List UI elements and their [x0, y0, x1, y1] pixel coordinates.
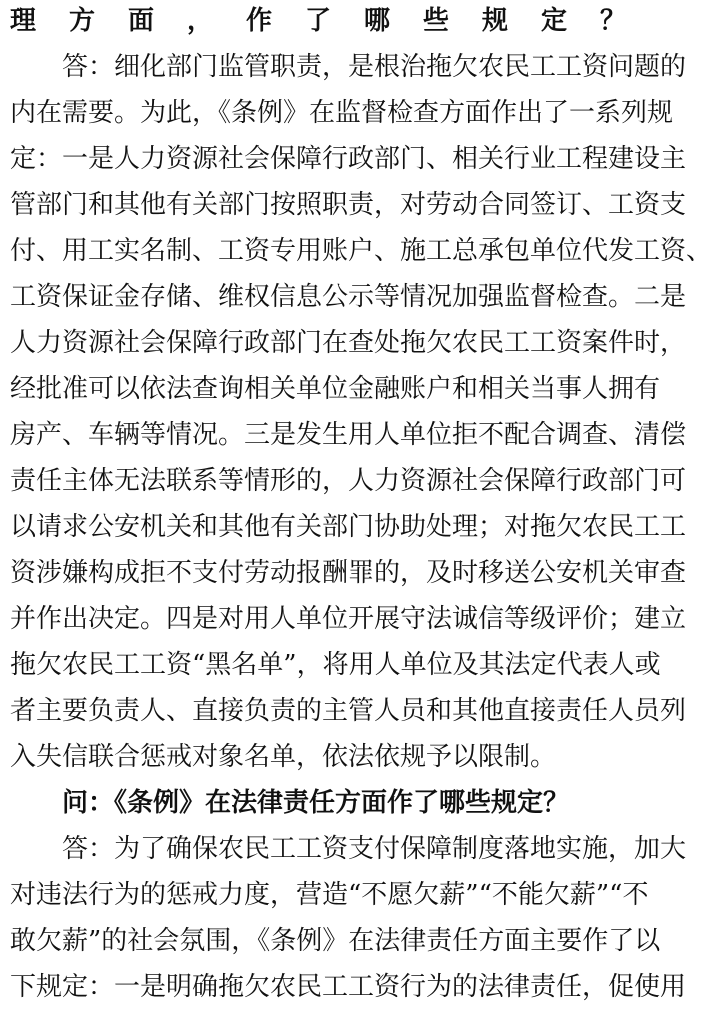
paragraph-line: 答：细化部门监管职责，是根治拖欠农民工工资问题的 — [10, 52, 687, 82]
heading-question: 问：《条例》在法律责任方面作了哪些规定？ — [10, 788, 570, 818]
paragraph-line: 管部门和其他有关部门按照职责，对劳动合同签订、工资支 — [10, 190, 687, 220]
paragraph-line: 敢欠薪”的社会氛围，《条例》在法律责任方面主要作了以 — [10, 926, 661, 956]
paragraph-line: 工资保证金存储、维权信息公示等情况加强监督检查。二是 — [10, 282, 687, 312]
paragraph-line: 房产、车辆等情况。三是发生用人单位拒不配合调查、清偿 — [10, 420, 687, 450]
paragraph-line: 下规定：一是明确拖欠农民工工资行为的法律责任，促使用 — [10, 972, 687, 1002]
paragraph-line: 拖欠农民工工资“黑名单”，将用人单位及其法定代表人或 — [10, 650, 661, 680]
paragraph-line: 内在需要。为此，《条例》在监督检查方面作出了一系列规 — [10, 98, 674, 128]
heading-question-continued: 理方面，作了哪些规定？ — [10, 6, 626, 36]
paragraph-line: 定：一是人力资源社会保障行政部门、相关行业工程建设主 — [10, 144, 687, 174]
paragraph-line: 经批准可以依法查询相关单位金融账户和相关当事人拥有 — [10, 374, 661, 404]
paragraph-line: 以请求公安机关和其他有关部门协助处理；对拖欠农民工工 — [10, 512, 687, 542]
paragraph-line: 答：为了确保农民工工资支付保障制度落地实施，加大 — [10, 834, 687, 864]
paragraph-line: 付、用工实名制、工资专用账户、施工总承包单位代发工资、 — [10, 236, 712, 266]
paragraph-line: 并作出决定。四是对用人单位开展守法诚信等级评价；建立 — [10, 604, 687, 634]
paragraph-line: 责任主体无法联系等情形的，人力资源社会保障行政部门可 — [10, 466, 687, 496]
paragraph-line: 资涉嫌构成拒不支付劳动报酬罪的，及时移送公安机关审查 — [10, 558, 687, 588]
paragraph-line: 入失信联合惩戒对象名单，依法依规予以限制。 — [10, 742, 557, 772]
paragraph-line: 者主要负责人、直接负责的主管人员和其他直接责任人员列 — [10, 696, 687, 726]
paragraph-line: 对违法行为的惩戒力度，营造“不愿欠薪”“不能欠薪”“不 — [10, 880, 649, 910]
paragraph-line: 人力资源社会保障行政部门在查处拖欠农民工工资案件时， — [10, 328, 687, 358]
